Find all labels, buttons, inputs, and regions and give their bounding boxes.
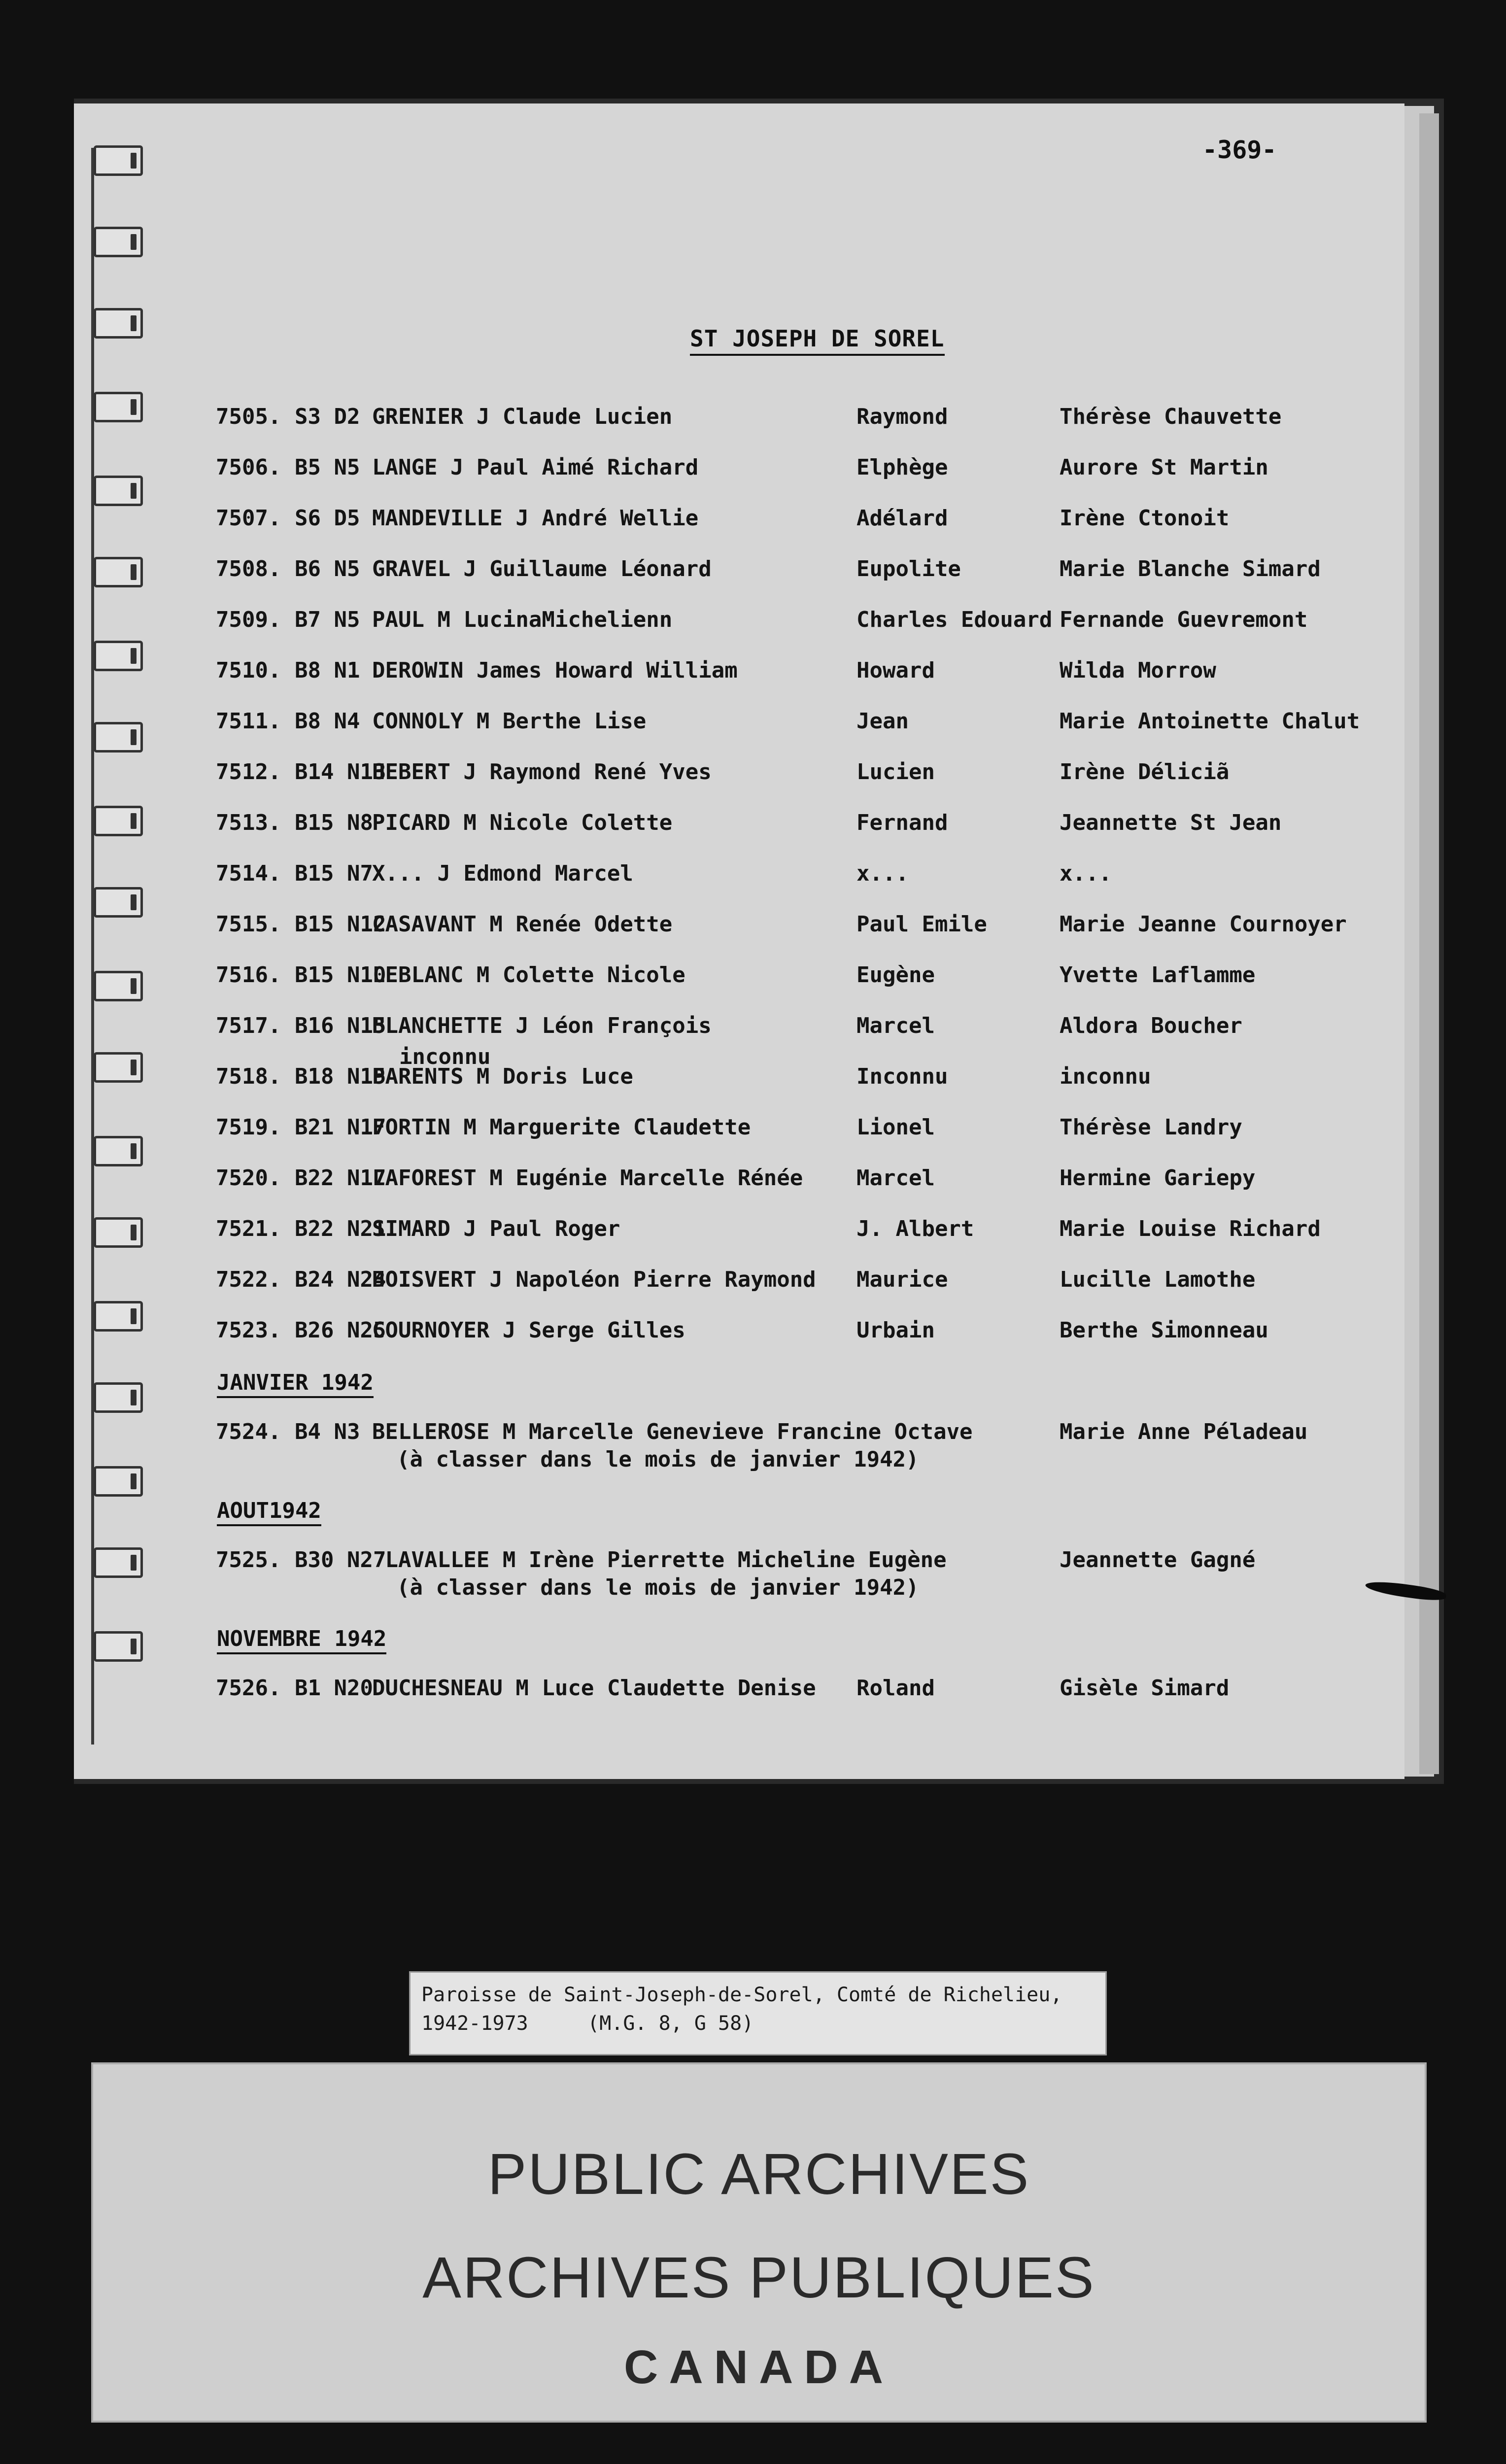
binder-ring (94, 1631, 143, 1662)
entry-name: GRAVEL J Guillaume Léonard (372, 556, 712, 582)
register-entry (0, 962, 1404, 997)
register-entry (0, 404, 1404, 439)
entry-father: Eugène (856, 962, 935, 988)
register-entry (0, 658, 1404, 692)
entry-code: B1 N20 (295, 1676, 373, 1701)
entry-father: J. Albert (856, 1216, 974, 1241)
entry-number: 7518. (216, 1064, 281, 1089)
entry-father: Fernand (856, 810, 948, 835)
entry-number: 7517. (216, 1013, 281, 1038)
entry-name: COURNOYER J Serge Gilles (372, 1318, 685, 1343)
entry-code: B15 N12 (295, 912, 386, 937)
entry-name: FORTIN M Marguerite Claudette (372, 1115, 751, 1140)
label-line-parish: Paroisse de Saint-Joseph-de-Sorel, Comté de Richelieu, (421, 1984, 1062, 2006)
entry-mother: Marie Blanche Simard (1060, 556, 1321, 582)
entry-name: GRENIER J Claude Lucien (372, 404, 673, 429)
page-stack-edge (1419, 113, 1439, 1774)
register-entry (0, 556, 1404, 591)
register-entry (0, 1318, 1404, 1352)
entry-number: 7523. (216, 1318, 281, 1343)
entry-mother: Wilda Morrow (1060, 658, 1216, 683)
entry-name: HEBERT J Raymond René Yves (372, 759, 712, 785)
entry-mother: Irène Ctonoit (1060, 506, 1230, 531)
entry-mother: inconnu (1060, 1064, 1151, 1089)
register-entry (0, 709, 1404, 743)
entry-father: Marcel (856, 1165, 935, 1191)
register-entry (0, 1267, 1404, 1301)
entry-code: B30 N27 (295, 1547, 386, 1573)
binder-spine (91, 148, 106, 1745)
entry-mother: Irène Déliciã (1060, 759, 1230, 785)
entry-code: B24 N24 (295, 1267, 386, 1292)
register-entry (0, 1676, 1404, 1710)
archives-line-english: PUBLIC ARCHIVES (487, 2142, 1030, 2207)
entry-mother: Aldora Boucher (1060, 1013, 1242, 1038)
entry-mother: Yvette Laflamme (1060, 962, 1256, 988)
entry-code: B22 N17 (295, 1165, 386, 1191)
entry-father: Raymond (856, 404, 948, 429)
entry-name: LEBLANC M Colette Nicole (372, 962, 685, 988)
register-entry (0, 1044, 1404, 1098)
entry-mother: Marie Antoinette Chalut (1060, 709, 1360, 734)
entry-father: Jean (856, 709, 909, 734)
entry-code: B8 N4 (295, 709, 360, 734)
archive-reference-label (409, 1971, 1107, 2055)
entry-code: B14 N13 (295, 759, 386, 785)
entry-code: B21 N17 (295, 1115, 386, 1140)
entry-father: x... (856, 861, 909, 886)
entry-number: 7510. (216, 658, 281, 683)
register-entry (0, 607, 1404, 642)
entry-name: LAVALLEE M Irène Pierrette Micheline Eugène (372, 1547, 947, 1573)
register-entry (0, 1013, 1404, 1048)
register-entry (0, 455, 1404, 489)
month-heading: JANVIER 1942 (217, 1370, 374, 1398)
entry-code: B22 N21 (295, 1216, 386, 1241)
page-number: -369- (1202, 136, 1277, 164)
entry-name: PAUL M LucinaMichelienn (372, 607, 673, 632)
entry-number: 7525. (216, 1547, 281, 1573)
entry-mother: Lucille Lamothe (1060, 1267, 1256, 1292)
binder-ring (94, 308, 143, 339)
entry-number: 7515. (216, 912, 281, 937)
binder-ring (94, 227, 143, 257)
entry-mother: Marie Jeanne Cournoyer (1060, 912, 1347, 937)
entry-number: 7516. (216, 962, 281, 988)
archives-line-country: CANADA (624, 2341, 894, 2394)
binder-ring (94, 1382, 143, 1413)
entry-father: Maurice (856, 1267, 948, 1292)
entry-code: B4 N3 (295, 1419, 360, 1444)
entry-name: MANDEVILLE J André Wellie (372, 506, 699, 531)
entry-note: (à classer dans le mois de janvier 1942) (397, 1447, 919, 1472)
entry-name: CASAVANT M Renée Odette (372, 912, 673, 937)
entry-number: 7514. (216, 861, 281, 886)
entry-number: 7505. (216, 404, 281, 429)
archives-line-french: ARCHIVES PUBLIQUES (422, 2245, 1095, 2310)
entry-interlinear-note: inconnu (399, 1044, 491, 1069)
register-entry (0, 810, 1404, 845)
entry-father: Lionel (856, 1115, 935, 1140)
entry-code: B7 N5 (295, 607, 360, 632)
entry-code: B8 N1 (295, 658, 360, 683)
entry-name: LAFOREST M Eugénie Marcelle Rénée (372, 1165, 803, 1191)
entry-mother: Marie Anne Péladeau (1060, 1419, 1308, 1444)
entry-name: X... J Edmond Marcel (372, 861, 633, 886)
entry-mother: x... (1060, 861, 1112, 886)
entry-code: B15 N8 (295, 810, 373, 835)
entry-number: 7512. (216, 759, 281, 785)
entry-father: Eupolite (856, 556, 961, 582)
register-entry (0, 506, 1404, 540)
entry-father: Adélard (856, 506, 948, 531)
entry-mother: Berthe Simonneau (1060, 1318, 1268, 1343)
entry-number: 7526. (216, 1676, 281, 1701)
register-entry (0, 1115, 1404, 1149)
entry-number: 7522. (216, 1267, 281, 1292)
month-heading: NOVEMBRE 1942 (217, 1626, 386, 1654)
entry-number: 7521. (216, 1216, 281, 1241)
binder-ring (94, 145, 143, 176)
entry-name: PICARD M Nicole Colette (372, 810, 673, 835)
entry-code: B18 N15 (295, 1064, 386, 1089)
entry-number: 7507. (216, 506, 281, 531)
entry-name: CONNOLY M Berthe Lise (372, 709, 647, 734)
entry-mother: Jeannette St Jean (1060, 810, 1282, 835)
entry-name: DEROWIN James Howard William (372, 658, 738, 683)
register-entry (0, 759, 1404, 794)
entry-name: SIMARD J Paul Roger (372, 1216, 620, 1241)
entry-father: Lucien (856, 759, 935, 785)
entry-mother: Aurore St Martin (1060, 455, 1268, 480)
entry-number: 7511. (216, 709, 281, 734)
entry-father: Paul Emile (856, 912, 987, 937)
entry-number: 7519. (216, 1115, 281, 1140)
entry-father: Howard (856, 658, 935, 683)
entry-number: 7509. (216, 607, 281, 632)
month-heading: AOUT1942 (217, 1498, 321, 1526)
entry-father: Elphège (856, 455, 948, 480)
entry-code: B5 N5 (295, 455, 360, 480)
register-entry (0, 861, 1404, 895)
entry-father: Roland (856, 1676, 935, 1701)
entry-father: Charles Edouard (856, 607, 1053, 632)
entry-number: 7520. (216, 1165, 281, 1191)
entry-code: B26 N25 (295, 1318, 386, 1343)
entry-name: PARENTS M Doris Luce (372, 1064, 633, 1089)
entry-mother: Gisèle Simard (1060, 1676, 1230, 1701)
entry-mother: Thérèse Chauvette (1060, 404, 1282, 429)
entry-number: 7524. (216, 1419, 281, 1444)
entry-note: (à classer dans le mois de janvier 1942) (397, 1575, 919, 1600)
entry-father: Marcel (856, 1013, 935, 1038)
entry-name: DUCHESNEAU M Luce Claudette Denise (372, 1676, 816, 1701)
archives-stamp-card (91, 2062, 1427, 2423)
entry-name: LANGE J Paul Aimé Richard (372, 455, 699, 480)
register-entry (0, 1165, 1404, 1200)
entry-mother: Marie Louise Richard (1060, 1216, 1321, 1241)
entry-name: BOISVERT J Napoléon Pierre Raymond (372, 1267, 816, 1292)
register-entry (0, 1216, 1404, 1251)
entry-code: B16 N15 (295, 1013, 386, 1038)
entry-mother: Fernande Guevremont (1060, 607, 1308, 632)
page-title: ST JOSEPH DE SOREL (690, 325, 945, 356)
entry-mother: Hermine Gariepy (1060, 1165, 1256, 1191)
entry-mother: Jeannette Gagné (1060, 1547, 1256, 1573)
entry-father: Inconnu (856, 1064, 948, 1089)
entry-father: Urbain (856, 1318, 935, 1343)
entry-name: BLANCHETTE J Léon François (372, 1013, 712, 1038)
register-entry (0, 912, 1404, 946)
entry-code: S6 D5 (295, 506, 360, 531)
entry-code: B15 N7 (295, 861, 373, 886)
entry-number: 7508. (216, 556, 281, 582)
entry-mother: Thérèse Landry (1060, 1115, 1242, 1140)
entry-number: 7513. (216, 810, 281, 835)
entry-name: BELLEROSE M Marcelle Genevieve Francine Octave (372, 1419, 973, 1444)
entry-code: B15 N10 (295, 962, 386, 988)
entry-number: 7506. (216, 455, 281, 480)
binder-ring (94, 1466, 143, 1497)
entry-code: S3 D2 (295, 404, 360, 429)
entry-code: B6 N5 (295, 556, 360, 582)
label-line-reference: 1942-1973 (M.G. 8, G 58) (421, 2012, 754, 2035)
